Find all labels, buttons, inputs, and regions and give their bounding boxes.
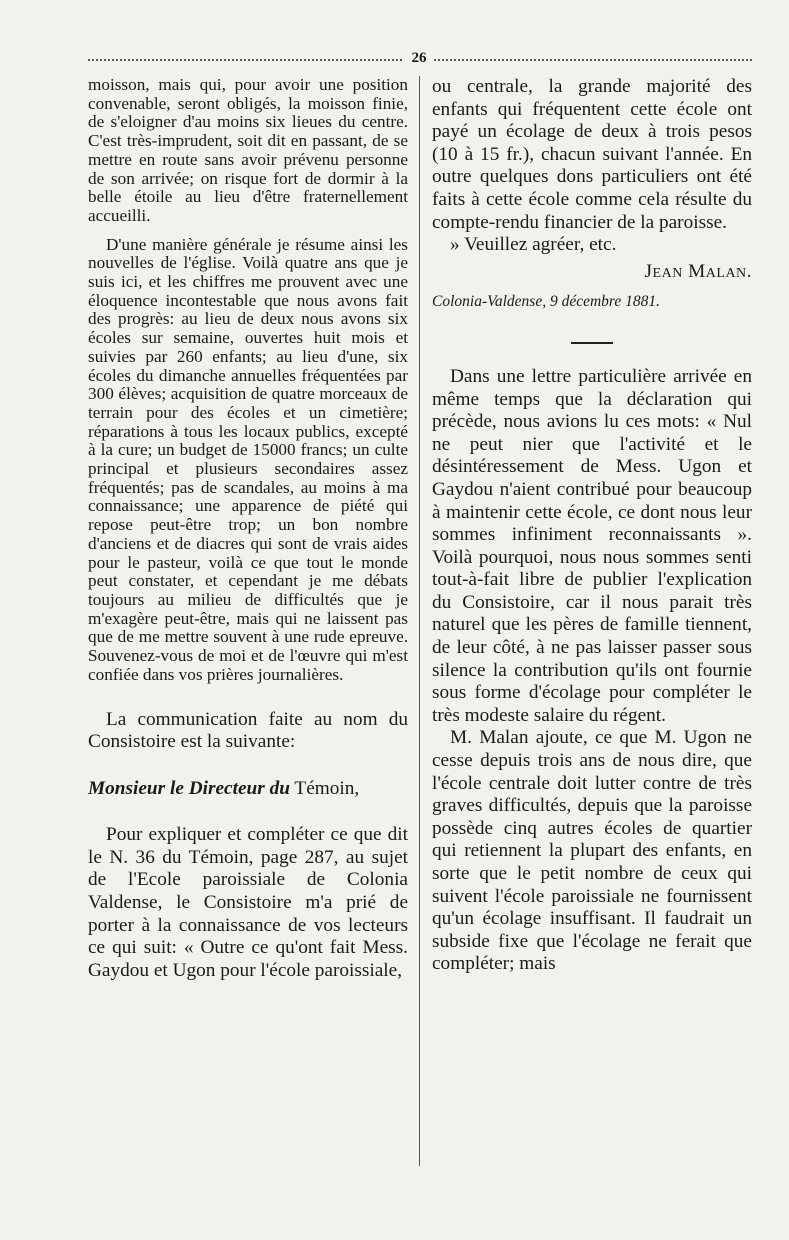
- dateline: Colonia-Valdense, 9 décembre 1881.: [432, 293, 661, 311]
- page-number: 26: [411, 50, 427, 66]
- left-paragraph-2: D'une manière générale je résume ainsi les nouvelles de l'église. Voilà quatre ans que je suis ici, et les chiffres me prouvent avec une éloquence incontestable que nous avons fait des progrès: au lieu de deux nous avons six écoles sur semaine, ouvertes huit mois et suivies par 260 enfants; au lieu d'une, six écoles du dimanche annuelles fréquentées par 300 élèves; acquisition de quatre morceaux de terrain pour des écoles et un cimetière; réparations à tous les locaux publics, excepté à la cure; un budget de 15000 francs; un culte principal et plusieurs secondaires assez fréquentés; pas de scandales, au moins à ma connaissance; une apparence de piété qui repose peut-être trop; un bon nombre d'anciens et de diacres qui sont de vrais aides pour le pasteur, voilà ce que tout le monde peut constater, et cependant je me débats toujours au milieu de difficultés que je m'exagère peut-être, mais qui ne laissent pas que de me mettre souvent à une rude epreuve. Souvenez-vous de moi et de l'œuvre qui m'est confiée dans vos prières journalières.: [88, 234, 408, 684]
- left-paragraph-3: La communication faite au nom du Consistoire est la suivante:: [88, 708, 408, 753]
- left-paragraph-4: Pour expliquer et compléter ce que dit le N. 36 du Témoin, page 287, au sujet de l'Ecole paroissiale de Colonia Valdense, le Consistoire m'a prié de porter à la connaissance de vos lecteurs ce qui suit: « Outre ce qu'ont fait Mess. Gaydou et Ugon pour l'école paroissiale,: [88, 824, 408, 981]
- left-column: [88, 76, 408, 982]
- signature: Jean Malan.: [644, 260, 752, 282]
- right-paragraph-1: ou centrale, la grande majorité des enfants qui fréquentent cette école ont payé un écolage de deux à trois pesos (10 à 15 fr.), chacun suivant l'année. En outre quelques dons particuliers ont été faits à cette école comme cela résulte du compte-rendu financier de la paroisse.: [432, 76, 752, 233]
- letter-salutation: [88, 778, 408, 801]
- salutation-plain: Témoin,: [294, 777, 360, 799]
- right-column: [432, 76, 752, 976]
- section-rule: [571, 342, 613, 344]
- header-rule-left: [88, 59, 402, 64]
- column-divider: [419, 76, 420, 1166]
- right-paragraph-2: » Veuillez agréer, etc.: [450, 234, 617, 256]
- salutation-italic: Monsieur le Directeur du: [88, 777, 290, 799]
- left-paragraph-1: moisson, mais qui, pour avoir une position convenable, seront obligés, la moisson finie, de s'eloigner d'au moins six lieues du centre. C'est très-imprudent, soit dit en passant, de se mettre en route sans avoir prévenu personne de son arrivée; on risque fort de dormir à la belle étoile au lieu d'être fraternellement accueilli.: [88, 75, 408, 225]
- page-header: [88, 50, 752, 70]
- right-paragraph-3: Dans une lettre particulière arrivée en même temps que la déclaration qui précède, nous avions lu ces mots: « Nul ne peut nier que l'activité et le désintéressement de Mess. Ugon et Gaydou n'aient contribué pour beaucoup à maintenir cette école, ce dont nous leur sommes infiniment reconnaissants ». Voilà pourquoi, nous nous sommes senti tout-à-fait libre de publier l'explication du Consistoire, car il nous parait très naturel que les pères de famille tiennent, de leur côté, à ne pas laisser passer sous silence la contribution qu'ils ont fournie sous forme d'écolage pour compléter le très modeste salaire du régent.: [432, 365, 752, 726]
- right-paragraph-4: M. Malan ajoute, ce que M. Ugon ne cesse depuis trois ans de nous dire, que l'école centrale doit lutter contre de très graves difficultés, depuis que la paroisse possède cinq autres écoles de quartier qui retiennent la plupart des enfants, en sorte que le petit nombre de ceux qui suivent l'école paroissiale ne fournissent qu'un écolage insuffisant. Il faudrait un subside fixe que l'écolage ne ferait que compléter; mais: [432, 727, 752, 975]
- header-rule-right: [434, 59, 752, 64]
